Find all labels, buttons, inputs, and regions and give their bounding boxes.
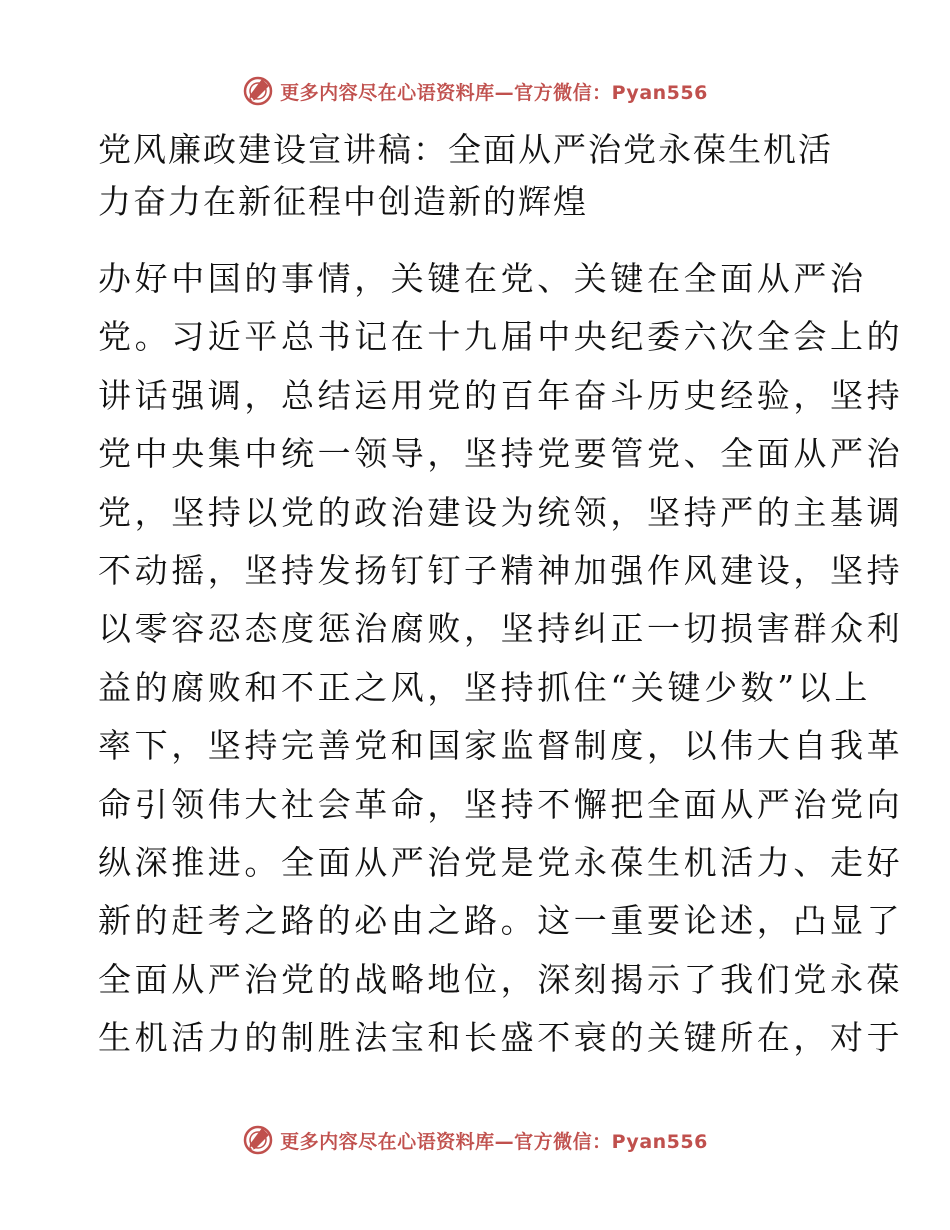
body-line: 益的腐败和不正之风，坚持抓住“关键少数”以上 [98, 667, 871, 707]
body-line: 不动摇，坚持发扬钉钉子精神加强作风建设，坚持 [98, 551, 904, 591]
body-line: 办好中国的事情，关键在党、关键在全面从严治 [98, 259, 867, 298]
body-line: 纵深推进。全面从严治党是党永葆生机活力、走好 [98, 843, 904, 883]
body-line: 新的赶考之路的必由之路。这一重要论述，凸显了 [98, 901, 904, 941]
body-line: 党中央集中统一领导，坚持党要管党、全面从严治 [98, 434, 904, 474]
body-line: 以零容忍态度惩治腐败，坚持纠正一切损害群众利 [98, 609, 904, 649]
footer-banner-text: 更多内容尽在心语资料库—官方微信：Pyan556 [280, 1130, 708, 1153]
body-line: 党，坚持以党的政治建设为统领，坚持严的主基调 [98, 492, 904, 532]
title-line: 党风廉政建设宣讲稿：全面从严治党永葆生机活 [98, 130, 833, 169]
body-line: 讲话强调，总结运用党的百年奋斗历史经验，坚持 [98, 375, 904, 415]
title-line: 力奋力在新征程中创造新的辉煌 [98, 182, 588, 221]
body-line: 命引领伟大社会革命，坚持不懈把全面从严治党向 [98, 784, 904, 824]
body-line: 全面从严治党的战略地位，深刻揭示了我们党永葆 [98, 959, 904, 999]
document-title [98, 124, 850, 228]
body-line: 生机活力的制胜法宝和长盛不衰的关键所在，对于 [98, 1018, 904, 1058]
pen-logo-icon [242, 75, 274, 107]
header-banner-text: 更多内容尽在心语资料库—官方微信：Pyan556 [280, 81, 708, 104]
footer-banner [0, 1120, 950, 1160]
body-line: 党。习近平总书记在十九届中央纪委六次全会上的 [98, 317, 904, 357]
header-banner [0, 71, 950, 111]
document-body [98, 250, 904, 1068]
body-line: 率下，坚持完善党和国家监督制度，以伟大自我革 [98, 726, 904, 766]
pen-logo-icon [242, 1124, 274, 1156]
